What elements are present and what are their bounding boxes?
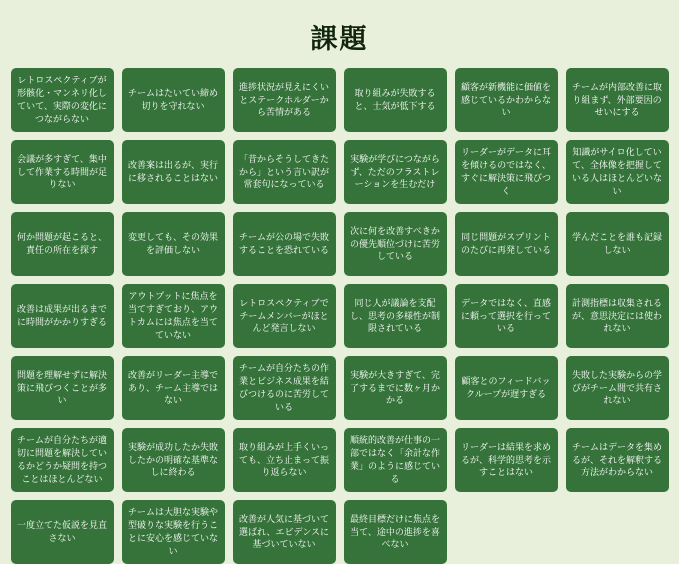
card-text: 改善は成果が出るまでに時間がかかりすぎる xyxy=(16,304,107,327)
card-text: 失敗した実験からの学びがチーム間で共有されない xyxy=(571,369,662,406)
card-item xyxy=(122,68,225,132)
card-text: 順統的改善が仕事の一部ではなく「余計な作業」のように感じている xyxy=(349,435,440,484)
card-item xyxy=(455,212,558,276)
page-title: 課題 xyxy=(310,24,369,54)
card-item xyxy=(566,356,669,420)
card-item xyxy=(122,500,225,564)
card-text: 実験が成功したか失敗したかの明確な基準なしに終わる xyxy=(127,441,218,478)
card-item xyxy=(344,284,447,348)
card-item xyxy=(344,68,447,132)
card-item xyxy=(122,284,225,348)
card-item xyxy=(122,356,225,420)
card-text: 顧客とのフィードバックループが遅すぎる xyxy=(461,376,551,399)
card-text: リーダーは結果を求めるが、科学的思考を示すことはない xyxy=(460,441,551,478)
card-text: チームはたいてい締め切りを守れない xyxy=(127,88,218,111)
card-text: 改善が人気に基づいて選ばれ、エビデンスに基づいていない xyxy=(238,513,330,550)
card-item xyxy=(455,284,558,348)
card-item xyxy=(11,356,114,420)
card-text: 計測指標は収集されるが、意思決定には使われない xyxy=(571,297,662,334)
card-text: 取り組みが失敗すると、士気が低下する xyxy=(354,88,436,111)
card-item xyxy=(11,212,114,276)
card-item xyxy=(11,284,114,348)
card-item xyxy=(566,212,669,276)
card-item xyxy=(566,68,669,132)
card-item xyxy=(233,500,336,564)
card-item xyxy=(566,140,669,204)
card-text: 一度立てた仮説を見直さない xyxy=(16,520,107,543)
card-item xyxy=(11,500,114,564)
card-text: 改善がリーダー主導であり、チーム主導ではない xyxy=(127,369,218,406)
card-item xyxy=(455,140,558,204)
card-text: 変更しても、その効果を評価しない xyxy=(127,232,218,255)
card-item xyxy=(233,284,336,348)
card-item xyxy=(11,140,114,204)
card-item xyxy=(344,140,447,204)
card-text: 会議が多すぎて、集中して作業する時間が足りない xyxy=(16,153,107,190)
card-item xyxy=(11,428,114,492)
card-item xyxy=(233,212,336,276)
card-text: 改善案は出るが、実行に移されることはない xyxy=(127,160,218,183)
card-text: 顧客が新機能に価値を感じているかわからない xyxy=(460,81,551,118)
card-item xyxy=(455,68,558,132)
card-text: 「昔からそうしてきたから」という言い訳が常套句になっている xyxy=(238,153,329,190)
card-text: 同じ人が議論を支配し、思考の多様性が制限されている xyxy=(349,297,440,334)
card-text: 実験が大きすぎて、完了するまでに数ヶ月かかる xyxy=(349,369,440,406)
card-text: 最終目標だけに焦点を当て、途中の進捗を喜べない xyxy=(349,513,440,550)
card-text: 取り組みが上手くいっても、立ち止まって振り返らない xyxy=(238,441,329,478)
card-item xyxy=(455,356,558,420)
card-text: アウトプットに焦点を当てすぎており、アウトカムには焦点を当てていない xyxy=(127,291,218,340)
card-item xyxy=(233,428,336,492)
card-text: チームが内部改善に取り組まず、外部要因のせいにする xyxy=(571,81,662,118)
card-text: リーダーがデータに耳を傾けるのではなく、すぐに解決策に飛びつく xyxy=(460,147,551,196)
card-text: チームが公の場で失敗することを恐れている xyxy=(238,232,329,255)
card-item xyxy=(566,428,669,492)
card-text: 学んだことを誰も記録しない xyxy=(571,232,662,255)
card-text: レトロスペクティブでチームメンバーがほとんど発言しない xyxy=(239,297,329,334)
card-item xyxy=(122,212,225,276)
card-item xyxy=(344,212,447,276)
card-text: チームはデータを集めるが、それを解釈する方法がわからない xyxy=(571,441,662,478)
card-text: データではなく、直感に頼って選択を行っている xyxy=(460,297,551,334)
card-item xyxy=(122,428,225,492)
card-text: チームが自分たちの作業とビジネス成果を結びつけるのに苦労している xyxy=(238,363,329,412)
card-item xyxy=(233,356,336,420)
card-item xyxy=(455,428,558,492)
card-text: 知識がサイロ化していて、全体像を把握している人はほとんどいない xyxy=(571,147,662,196)
card-item xyxy=(344,500,447,564)
card-item xyxy=(11,68,114,132)
card-item xyxy=(344,356,447,420)
card-item xyxy=(344,428,447,492)
card-text: レトロスペクティブが形骸化・マンネリ化していて、実際の変化につながらない xyxy=(17,75,107,124)
card-item xyxy=(233,140,336,204)
card-text: 次に何を改善すべきかの優先順位づけに苦労している xyxy=(349,225,440,262)
card-text: 何か問題が起こると、責任の所在を探す xyxy=(16,232,107,255)
card-text: 進捗状況が見えにくいとステークホルダーから苦情がある xyxy=(238,81,329,118)
card-item xyxy=(233,68,336,132)
card-text: 同じ問題がスプリントのたびに再発している xyxy=(460,232,551,255)
card-item xyxy=(566,284,669,348)
card-text: チームが自分たちが適切に問題を解決しているかどうか疑問を持つことはほとんどない xyxy=(16,435,107,484)
card-text: 問題を理解せずに解決策に飛びつくことが多い xyxy=(16,369,107,406)
card-text: 実験が学びにつながらず、ただのフラストレーションを生むだけ xyxy=(350,153,440,190)
card-grid xyxy=(0,68,679,564)
card-item xyxy=(122,140,225,204)
card-text: チームは大胆な実験や型破りな実験を行うことに安心を感じていない xyxy=(127,507,218,556)
